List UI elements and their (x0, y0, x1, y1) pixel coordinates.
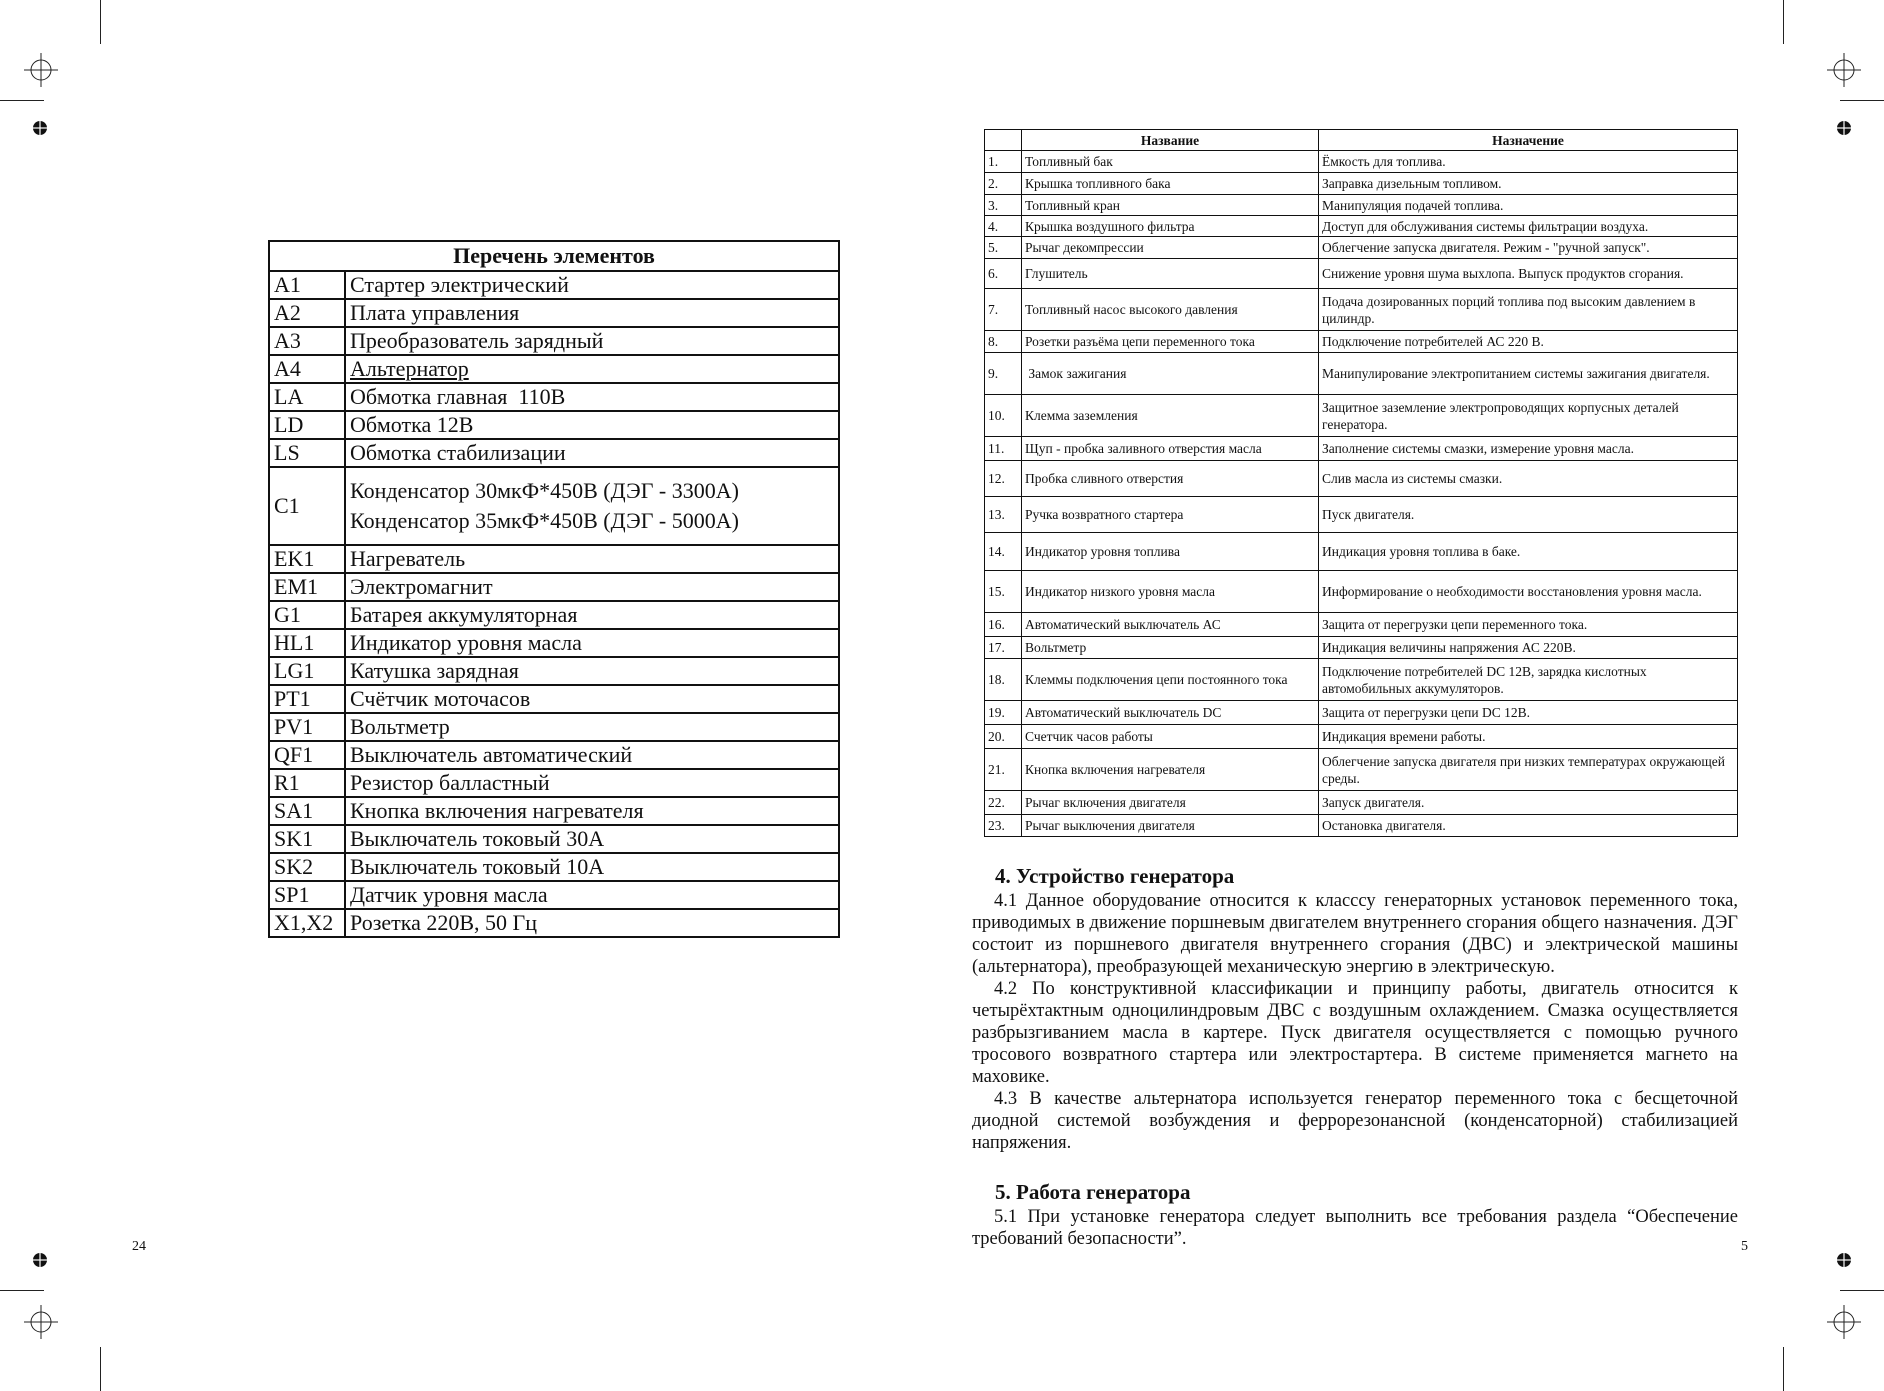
table-row (269, 467, 839, 545)
part-num: 13. (985, 497, 1022, 533)
part-purpose: Ёмкость для топлива. (1319, 151, 1738, 173)
element-desc-line: Конденсатор 35мкФ*450В (ДЭГ - 5000А) (350, 508, 739, 533)
part-name: Автоматический выключатель DC (1022, 701, 1319, 725)
part-num: 1. (985, 151, 1022, 173)
element-code: A1 (269, 271, 345, 299)
table-row (985, 437, 1738, 461)
table-row (985, 195, 1738, 216)
element-code: LS (269, 439, 345, 467)
elements-list-table (268, 240, 840, 938)
table-row (985, 461, 1738, 497)
part-num: 21. (985, 749, 1022, 791)
part-purpose: Индикация величины напряжения АС 220В. (1319, 637, 1738, 659)
part-purpose: Подключение потребителей DC 12В, зарядка кислотных автомобильных аккумуляторов. (1319, 659, 1738, 701)
table-row (269, 271, 839, 299)
part-num: 15. (985, 571, 1022, 613)
element-code: HL1 (269, 629, 345, 657)
element-code: C1 (269, 467, 345, 545)
part-name: Рычаг декомпрессии (1022, 237, 1319, 259)
parts-purpose-table (984, 129, 1738, 837)
table-row (269, 769, 839, 797)
part-name: Розетки разъёма цепи переменного тока (1022, 331, 1319, 353)
registration-crosshair-icon (24, 53, 58, 87)
part-num: 2. (985, 173, 1022, 195)
element-code: A4 (269, 355, 345, 383)
part-num: 6. (985, 259, 1022, 289)
element-desc: Обмотка главная 110В (345, 383, 839, 411)
table-row (985, 613, 1738, 637)
part-num: 10. (985, 395, 1022, 437)
element-desc: Вольтметр (345, 713, 839, 741)
part-num: 20. (985, 725, 1022, 749)
part-num: 23. (985, 815, 1022, 837)
element-code: SK1 (269, 825, 345, 853)
header-purpose: Назначение (1319, 130, 1738, 151)
element-desc: Плата управления (345, 299, 839, 327)
table-row (985, 173, 1738, 195)
element-desc: Счётчик моточасов (345, 685, 839, 713)
part-purpose: Защитное заземление электропроводящих корпусных деталей генератора. (1319, 395, 1738, 437)
element-code: LA (269, 383, 345, 411)
element-code: EM1 (269, 573, 345, 601)
part-name: Рычаг включения двигателя (1022, 791, 1319, 815)
part-name: Рычаг выключения двигателя (1022, 815, 1319, 837)
table-row (269, 797, 839, 825)
table-row (985, 571, 1738, 613)
table-row (985, 395, 1738, 437)
element-code: A2 (269, 299, 345, 327)
table-row (269, 355, 839, 383)
element-desc: Преобразователь зарядный (345, 327, 839, 355)
table-row (985, 259, 1738, 289)
registration-crosshair-icon (1827, 1305, 1861, 1339)
element-desc: Выключатель токовый 30А (345, 825, 839, 853)
element-code: PV1 (269, 713, 345, 741)
page-number-left: 24 (132, 1239, 146, 1254)
part-purpose: Запуск двигателя. (1319, 791, 1738, 815)
registration-dot-icon (1836, 120, 1852, 136)
page-number-right: 5 (1741, 1239, 1748, 1254)
table-row (269, 439, 839, 467)
part-name: Клеммы подключения цепи постоянного тока (1022, 659, 1319, 701)
part-name: Автоматический выключатель АС (1022, 613, 1319, 637)
table-row (269, 573, 839, 601)
part-purpose: Облегчение запуска двигателя. Режим - "ручной запуск". (1319, 237, 1738, 259)
paragraph-4-2: 4.2 По конструктивной классификации и принципу работы, двигатель относится к четырёхтактным одноцилиндровым ДВС с воздушным охлаждением. Смазка осуществляется разбрызгиванием масла в картере. Пуск двигателя осуществляется с помощью ручного тросового возвратного стартера или электростартера. В системе применяется магнето на маховике. (972, 979, 1738, 1087)
table-row (269, 881, 839, 909)
table-row (985, 353, 1738, 395)
part-name: Топливный насос высокого давления (1022, 289, 1319, 331)
registration-crosshair-icon (1827, 53, 1861, 87)
part-name: Пробка сливного отверстия (1022, 461, 1319, 497)
part-name: Топливный бак (1022, 151, 1319, 173)
element-code: PT1 (269, 685, 345, 713)
element-desc: Электромагнит (345, 573, 839, 601)
element-desc: Обмотка стабилизации (345, 439, 839, 467)
element-desc: Выключатель токовый 10А (345, 853, 839, 881)
part-purpose: Подача дозированных порций топлива под высоким давлением в цилиндр. (1319, 289, 1738, 331)
part-purpose: Защита от перегрузки цепи переменного тока. (1319, 613, 1738, 637)
element-code: A3 (269, 327, 345, 355)
part-num: 8. (985, 331, 1022, 353)
element-desc: Стартер электрический (345, 271, 839, 299)
table-row (985, 815, 1738, 837)
registration-dot-icon (1836, 1252, 1852, 1268)
table-row (269, 685, 839, 713)
element-desc (345, 467, 839, 545)
part-purpose: Облегчение запуска двигателя при низких температурах окружающей среды. (1319, 749, 1738, 791)
registration-crosshair-icon (24, 1305, 58, 1339)
part-name: Кнопка включения нагревателя (1022, 749, 1319, 791)
element-desc-line: Конденсатор 30мкФ*450В (ДЭГ - 3300А) (350, 478, 739, 503)
element-desc: Катушка зарядная (345, 657, 839, 685)
part-name: Клемма заземления (1022, 395, 1319, 437)
table-row (985, 216, 1738, 237)
element-code: LG1 (269, 657, 345, 685)
element-code: EK1 (269, 545, 345, 573)
table-row (985, 637, 1738, 659)
part-purpose: Защита от перегрузки цепи DC 12В. (1319, 701, 1738, 725)
element-desc: Кнопка включения нагревателя (345, 797, 839, 825)
crop-line (100, 0, 101, 44)
part-purpose: Манипулирование электропитанием системы зажигания двигателя. (1319, 353, 1738, 395)
crop-line (1783, 0, 1784, 44)
table-row (269, 601, 839, 629)
part-purpose: Подключение потребителей АС 220 В. (1319, 331, 1738, 353)
element-code: R1 (269, 769, 345, 797)
part-name: Крышка воздушного фильтра (1022, 216, 1319, 237)
table-row (269, 825, 839, 853)
element-desc: Батарея аккумуляторная (345, 601, 839, 629)
element-code: SK2 (269, 853, 345, 881)
element-desc: Обмотка 12В (345, 411, 839, 439)
registration-dot-icon (32, 1252, 48, 1268)
part-num: 3. (985, 195, 1022, 216)
elements-table-title: Перечень элементов (269, 241, 839, 271)
crop-line (0, 1290, 44, 1291)
crop-line (1840, 1290, 1884, 1291)
crop-line (0, 100, 44, 101)
part-num: 5. (985, 237, 1022, 259)
table-row (985, 701, 1738, 725)
table-row (269, 411, 839, 439)
element-code: SP1 (269, 881, 345, 909)
part-purpose: Пуск двигателя. (1319, 497, 1738, 533)
element-desc: Альтернатор (345, 355, 839, 383)
part-purpose: Остановка двигателя. (1319, 815, 1738, 837)
part-name: Крышка топливного бака (1022, 173, 1319, 195)
part-num: 14. (985, 533, 1022, 571)
part-purpose: Информирование о необходимости восстановления уровня масла. (1319, 571, 1738, 613)
crop-line (1840, 100, 1884, 101)
element-code: LD (269, 411, 345, 439)
table-row (269, 657, 839, 685)
part-purpose: Слив масла из системы смазки. (1319, 461, 1738, 497)
table-row (985, 659, 1738, 701)
element-code: X1,X2 (269, 909, 345, 937)
registration-dot-icon (32, 120, 48, 136)
element-desc: Нагреватель (345, 545, 839, 573)
part-purpose: Индикация времени работы. (1319, 725, 1738, 749)
table-row (269, 383, 839, 411)
table-row (985, 791, 1738, 815)
part-name: Индикатор уровня топлива (1022, 533, 1319, 571)
table-row (269, 713, 839, 741)
table-row (269, 629, 839, 657)
part-num: 18. (985, 659, 1022, 701)
element-desc: Индикатор уровня масла (345, 629, 839, 657)
part-purpose: Индикация уровня топлива в баке. (1319, 533, 1738, 571)
part-num: 22. (985, 791, 1022, 815)
table-row (985, 749, 1738, 791)
table-row (985, 497, 1738, 533)
part-purpose: Заправка дизельным топливом. (1319, 173, 1738, 195)
table-row (985, 533, 1738, 571)
part-name: Замок зажигания (1022, 353, 1319, 395)
header-num (985, 130, 1022, 151)
part-num: 11. (985, 437, 1022, 461)
part-name: Щуп - пробка заливного отверстия масла (1022, 437, 1319, 461)
table-row (985, 237, 1738, 259)
part-name: Счетчик часов работы (1022, 725, 1319, 749)
paragraph-4-1: 4.1 Данное оборудование относится к класссу генераторных установок переменного тока, приводимых в движение поршневым двигателем внутреннего сгорания общего назначения. ДЭГ состоит из поршневого двигателя внутреннего сгорания (ДВС) и электрической машины (альтернатора), преобразующей механическую энергию в электрическую. (972, 891, 1738, 977)
part-num: 19. (985, 701, 1022, 725)
part-name: Индикатор низкого уровня масла (1022, 571, 1319, 613)
part-name: Топливный кран (1022, 195, 1319, 216)
table-row (269, 909, 839, 937)
table-row (985, 151, 1738, 173)
part-purpose: Снижение уровня шума выхлопа. Выпуск продуктов сгорания. (1319, 259, 1738, 289)
element-desc: Датчик уровня масла (345, 881, 839, 909)
part-name: Ручка возвратного стартера (1022, 497, 1319, 533)
part-purpose: Манипуляция подачей топлива. (1319, 195, 1738, 216)
element-code: G1 (269, 601, 345, 629)
paragraph-5-1: 5.1 При установке генератора следует выполнить все требования раздела “Обеспечение требований безопасности”. (972, 1207, 1738, 1249)
element-desc: Резистор балластный (345, 769, 839, 797)
part-name: Вольтметр (1022, 637, 1319, 659)
element-code: SA1 (269, 797, 345, 825)
table-row (269, 299, 839, 327)
crop-line (100, 1347, 101, 1391)
part-num: 17. (985, 637, 1022, 659)
part-num: 7. (985, 289, 1022, 331)
paragraph-4-3: 4.3 В качестве альтернатора используется генератор переменного тока с бесщеточной диодной системой возбуждения и феррорезонансной (конденсаторной) стабилизацией напряжения. (972, 1089, 1738, 1153)
part-num: 12. (985, 461, 1022, 497)
part-purpose: Доступ для обслуживания системы фильтрации воздуха. (1319, 216, 1738, 237)
table-row (269, 853, 839, 881)
part-num: 9. (985, 353, 1022, 395)
table-row (269, 741, 839, 769)
table-row (985, 725, 1738, 749)
table-row (985, 289, 1738, 331)
element-desc: Розетка 220В, 50 Гц (345, 909, 839, 937)
part-num: 16. (985, 613, 1022, 637)
part-num: 4. (985, 216, 1022, 237)
table-row (269, 327, 839, 355)
table-row (269, 545, 839, 573)
section-5-body (972, 1206, 1738, 1250)
part-name: Глушитель (1022, 259, 1319, 289)
part-purpose: Заполнение системы смазки, измерение уровня масла. (1319, 437, 1738, 461)
section-5-heading: 5. Работа генератора (995, 1180, 1191, 1204)
crop-line (1783, 1347, 1784, 1391)
header-name: Название (1022, 130, 1319, 151)
element-code: QF1 (269, 741, 345, 769)
section-4-heading: 4. Устройство генератора (995, 864, 1235, 888)
table-row (985, 331, 1738, 353)
element-desc: Выключатель автоматический (345, 741, 839, 769)
section-4-body (972, 890, 1738, 1154)
